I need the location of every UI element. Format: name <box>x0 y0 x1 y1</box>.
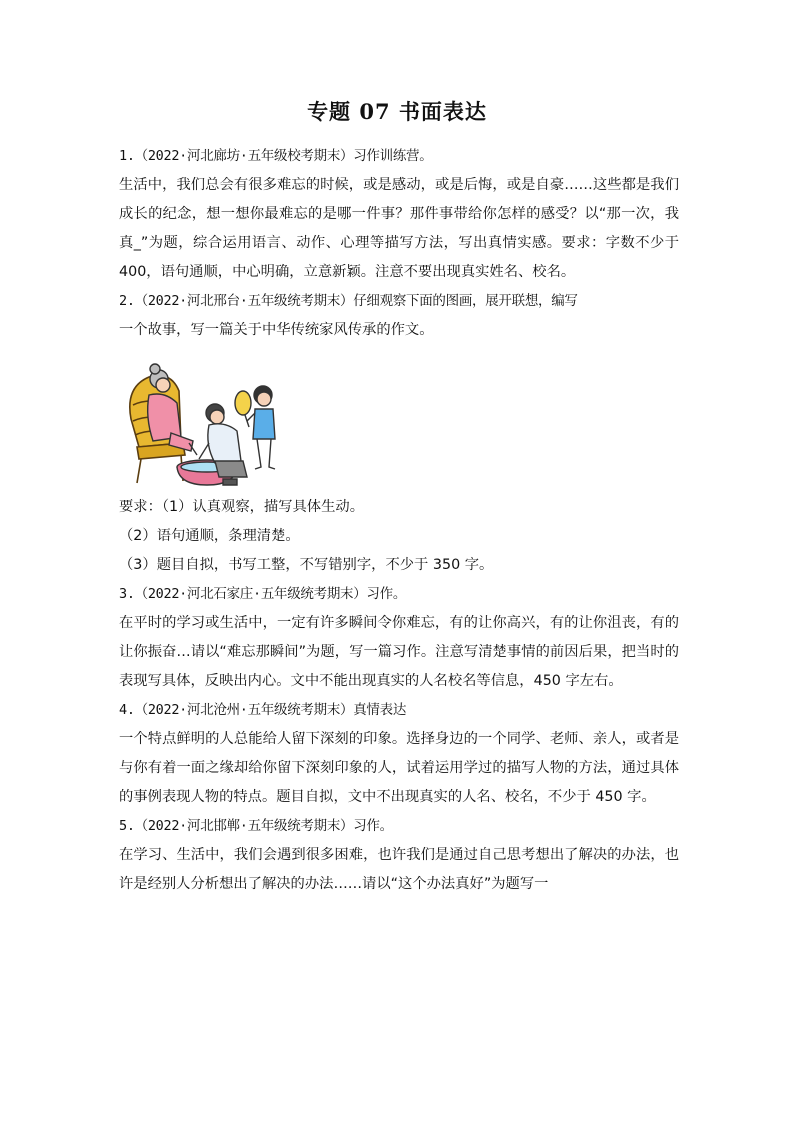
question-body: 生活中，我们总会有很多难忘的时候，或是感动，或是后悔，或是自豪……这些都是我们成长的纪念，想一想你最难忘的是哪一件事？那件事带给你怎样的感受？以“那一次，我真_”为题，综合运用语言、动作、心理等描写方法，写出真情实感。要求：字数不少于 400，语句通顺，中心明确，立意新颖。注意不要出现真实姓名、校名。 <box>119 177 684 280</box>
question-body: 在平时的学习或生活中，一定有许多瞬间令你难忘，有的让你高兴，有的让你沮丧，有的让你振奋…请以“难忘那瞬间”为题，写一篇习作。注意写清楚事情的前因后果，把当时的表现写具体，反映出内心。文中不能出现真实的人名校名等信息，450 字左右。 <box>119 615 679 689</box>
illustration-foot-washing <box>119 351 289 491</box>
question-2 <box>119 287 679 580</box>
grandmother <box>148 364 197 455</box>
question-header: 4.（2022·河北沧州·五年级统考期末）真情表达 <box>119 702 407 718</box>
question-list <box>119 142 684 899</box>
question-5 <box>119 812 679 899</box>
page-title: 专题 07 书面表达 <box>307 99 487 124</box>
requirement-line: 要求：（1）认真观察，描写具体生动。 <box>119 499 364 515</box>
question-header: 1.（2022·河北廊坊·五年级校考期末）习作训练营。 <box>119 148 433 164</box>
question-header: 3.（2022·河北石家庄·五年级统考期末）习作。 <box>119 586 407 602</box>
question-3 <box>119 580 679 696</box>
question-header-line-2: 一个故事，写一篇关于中华传统家风传承的作文。 <box>119 322 434 338</box>
family-tradition-illustration <box>119 351 289 491</box>
question-header-line-1: 2.（2022·河北邢台·五年级统考期末）仔细观察下面的图画，展开联想，编写 <box>119 293 578 309</box>
question-4 <box>119 696 679 812</box>
question-body: 在学习、生活中，我们会遇到很多困难，也许我们是通过自己思考想出了解决的办法，也许是经别人分析想出了解决的办法……请以“这个办法真好”为题写一 <box>119 847 679 892</box>
requirement-line: （3）题目自拟，书写工整，不写错别字，不少于 350 字。 <box>119 557 494 573</box>
question-1 <box>119 142 684 287</box>
requirement-line: （2）语句通顺，条理清楚。 <box>119 528 300 544</box>
question-header: 5.（2022·河北邯郸·五年级统考期末）习作。 <box>119 818 393 834</box>
question-body: 一个特点鲜明的人总能给人留下深刻的印象。选择身边的一个同学、老师、亲人，或者是与你有着一面之缘却给你留下深刻印象的人，试着运用学过的描写人物的方法，通过具体的事例表现人物的特点。题目自拟，文中不出现真实的人名、校名，不少于 450 字。 <box>119 731 679 805</box>
